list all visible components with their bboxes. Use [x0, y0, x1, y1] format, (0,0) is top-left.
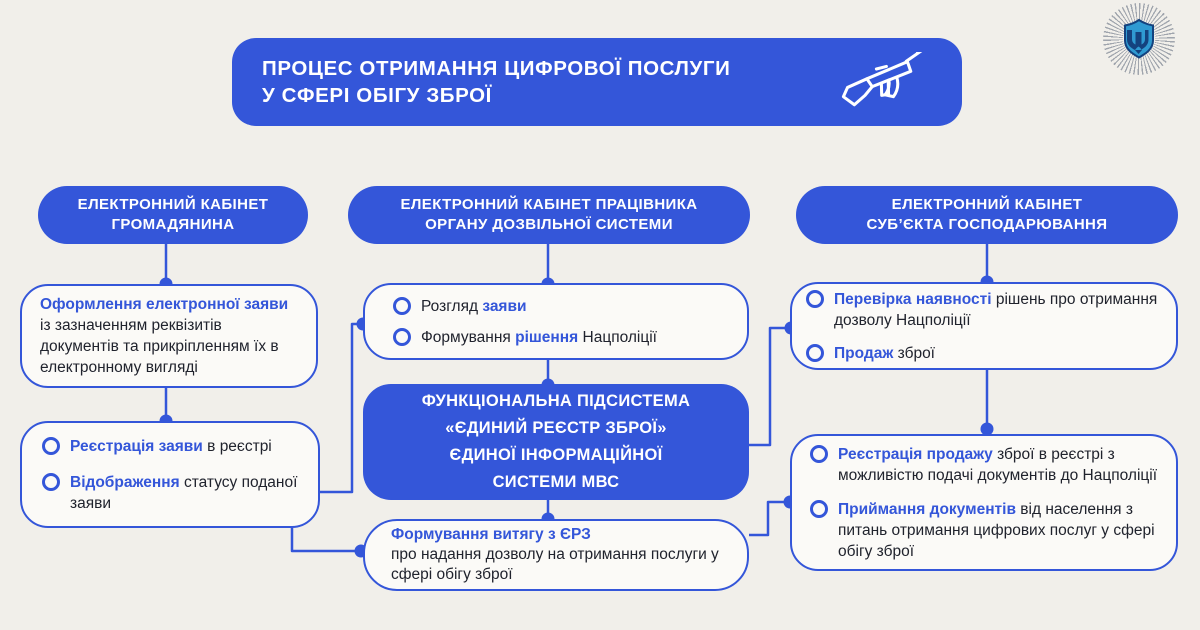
item-lead: Реєстрація заяви: [70, 437, 203, 455]
column-header-citizen: [38, 186, 308, 244]
ak47-rifle-icon: [832, 52, 942, 116]
item-lead: Реєстрація продажу: [838, 445, 993, 463]
list-item-text: [834, 289, 1158, 331]
item-rest: статусу поданої заяви: [70, 473, 298, 512]
bullet-circle-icon: [806, 344, 824, 362]
citizen-application-lead: Оформлення електронної заяви: [40, 296, 289, 313]
header-citizen-line1: ЕЛЕКТРОННИЙ КАБІНЕТ: [77, 196, 269, 213]
registry-line4: СИСТЕМИ МВС: [492, 473, 620, 491]
item-lead: заяви: [482, 297, 527, 315]
citizen-application-rest: із зазначенням реквізитів документів та прикріпленням їх в електронному вигляді: [40, 317, 279, 376]
item-lead: Відображення: [70, 473, 180, 491]
list-item: [810, 499, 1158, 562]
card-citizen-registration: [20, 421, 320, 528]
title-line-2: У СФЕРІ ОБІГУ ЗБРОЇ: [262, 84, 492, 107]
card-business-sale: [790, 434, 1178, 571]
item-lead: Перевірка наявності: [834, 290, 992, 308]
card-officer-review: [363, 283, 749, 360]
registry-line1: ФУНКЦІОНАЛЬНА ПІДСИСТЕМА: [421, 392, 691, 410]
header-business-line2: СУБ’ЄКТА ГОСПОДАРЮВАННЯ: [866, 216, 1108, 233]
list-item-text: [838, 499, 1158, 562]
header-officer-line2: ОРГАНУ ДОЗВІЛЬНОЇ СИСТЕМИ: [425, 216, 673, 233]
item-lead: рішення: [515, 328, 579, 346]
bullet-circle-icon: [810, 500, 828, 518]
list-item: [806, 343, 1158, 364]
card-extract: [363, 519, 749, 591]
bullet-circle-icon: [806, 290, 824, 308]
citizen-application-text: [40, 294, 298, 378]
header-citizen-line2: ГРОМАДЯНИНА: [111, 216, 235, 233]
card-business-check: [790, 282, 1178, 370]
mia-ukraine-emblem-icon: [1103, 3, 1175, 75]
list-item: [393, 327, 727, 348]
header-business-line1: ЕЛЕКТРОННИЙ КАБІНЕТ: [891, 196, 1083, 213]
list-item-text: [421, 296, 527, 317]
list-item: [393, 296, 727, 317]
flowchart-title: [232, 38, 962, 126]
list-item-text: [421, 327, 657, 348]
list-item-text: [834, 343, 935, 364]
list-item-text: [70, 472, 302, 514]
item-lead: Продаж: [834, 344, 894, 362]
item-rest: в реєстрі: [202, 437, 272, 455]
list-item: [42, 436, 302, 457]
item-lead: Приймання документів: [838, 500, 1016, 518]
list-item-text: [838, 444, 1158, 486]
emblem-shield: [1103, 3, 1175, 75]
list-item: [42, 472, 302, 514]
bullet-circle-icon: [42, 437, 60, 455]
list-item: [806, 289, 1158, 331]
extract-rest: про надання дозволу на отримання послуги у сфері обігу зброї: [391, 546, 719, 583]
item-rest: Нацполіції: [578, 328, 657, 346]
list-item: [810, 444, 1158, 486]
item-rest: зброї в реєстрі з можливістю подачі документів до Нацполіції: [838, 445, 1158, 484]
item-pre: Розгляд: [421, 297, 483, 315]
bullet-circle-icon: [393, 297, 411, 315]
item-rest: рішень про отримання дозволу Нацполіції: [834, 290, 1158, 329]
item-rest: від населення з питань отримання цифрових послуг у сфері обігу зброї: [838, 500, 1155, 560]
registry-system-box: [363, 384, 749, 500]
extract-text: [391, 525, 727, 585]
title-line-1: ПРОЦЕС ОТРИМАННЯ ЦИФРОВОЇ ПОСЛУГИ: [262, 57, 731, 80]
bullet-circle-icon: [42, 473, 60, 491]
column-header-officer: [348, 186, 750, 244]
bullet-circle-icon: [810, 445, 828, 463]
item-pre: Формування: [421, 328, 516, 346]
list-item-text: [70, 436, 272, 457]
bullet-circle-icon: [393, 328, 411, 346]
registry-line2: «ЄДИНИЙ РЕЄСТР ЗБРОЇ»: [445, 419, 667, 437]
item-rest: зброї: [893, 344, 935, 362]
card-citizen-application: [20, 284, 318, 388]
extract-lead: Формування витягу з ЄРЗ: [391, 526, 591, 543]
column-header-business: [796, 186, 1178, 244]
header-officer-line1: ЕЛЕКТРОННИЙ КАБІНЕТ ПРАЦІВНИКА: [400, 196, 698, 213]
registry-line3: ЄДИНОЇ ІНФОРМАЦІЙНОЇ: [449, 446, 663, 464]
